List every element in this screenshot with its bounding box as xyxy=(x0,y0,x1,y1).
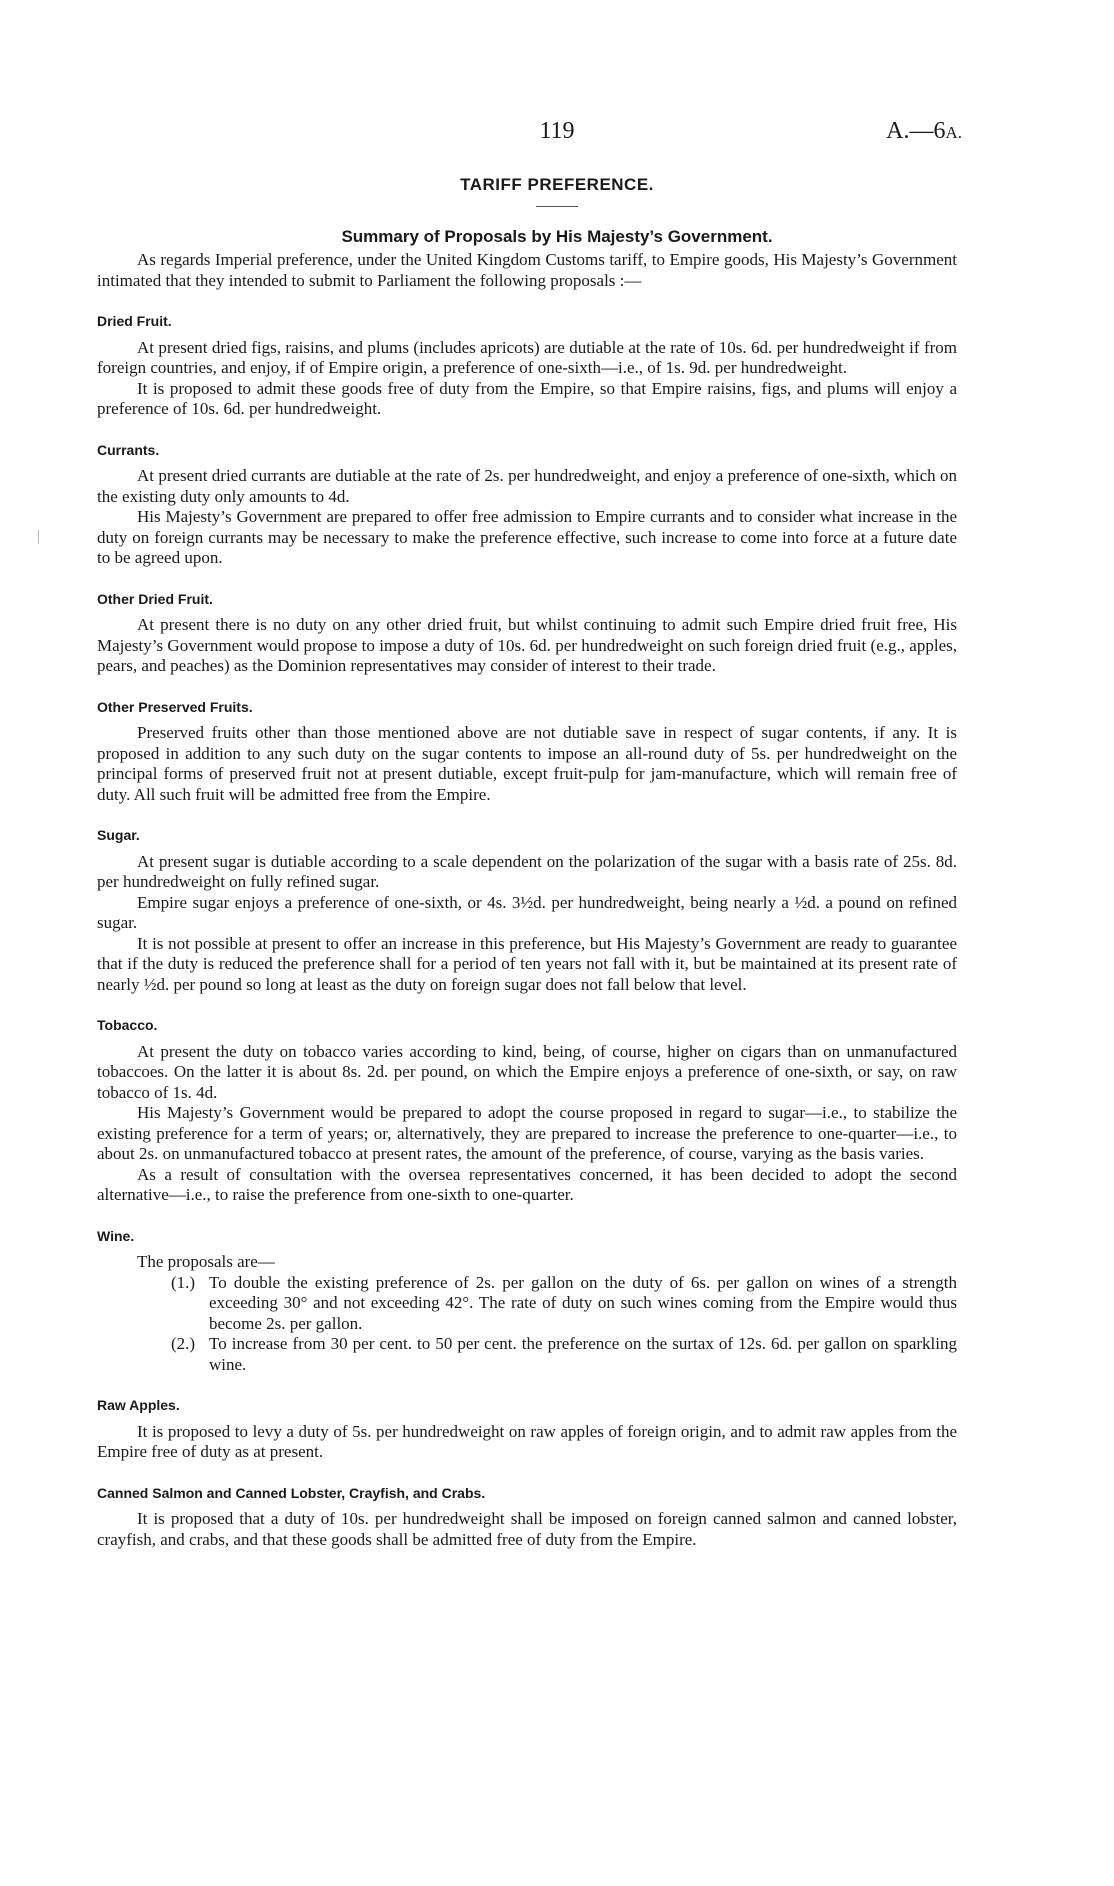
document-reference xyxy=(886,118,962,145)
paragraph: It is not possible at present to offer an increase in this preference, but His Majesty’s Government are ready to guarantee that if the duty is reduced the preference shall for a period of ten years not fall with it, but be maintained at its present rate of nearly ½d. per pound so long at least as the duty on foreign sugar does not fall below that level. xyxy=(97,933,957,994)
paragraph: It is proposed that a duty of 10s. per hundredweight shall be imposed on foreign canned salmon and canned lobster, crayfish, and crabs, and that these goods shall be admitted free of duty from the Empire. xyxy=(97,1509,957,1549)
paragraph: As a result of consultation with the oversea representatives concerned, it has been decided to adopt the second alternative—i.e., to raise the preference from one-sixth to one-quarter. xyxy=(97,1164,957,1204)
proposal-number: (2.) xyxy=(171,1334,196,1353)
proposal-number: (1.) xyxy=(171,1272,196,1292)
paragraph: At present dried figs, raisins, and plums (includes apricots) are dutiable at the rate of 10s. 6d. per hundredweight if from foreign countries, and enjoy, if of Empire origin, a preference of one-sixth—i.e., of 1s. 9d. per hundredweight. xyxy=(97,337,957,377)
page-subtitle: Summary of Proposals by His Majesty’s Government. xyxy=(341,227,773,246)
section-heading-sugar: Sugar. xyxy=(97,827,140,843)
wine-proposal-item xyxy=(171,1334,957,1375)
paragraph: At present there is no duty on any other dried fruit, but whilst continuing to admit such Empire dried fruit free, His Majesty’s Government would propose to impose a duty of 10s. 6d. per hundredweight on such foreign dried fruit (e.g., apples, pears, and peaches) as the Dominion representatives may consider of interest to their trade. xyxy=(97,615,957,675)
paragraph: It is proposed to admit these goods free of duty from the Empire, so that Empire raisins, figs, and plums will enjoy a preference of 10s. 6d. per hundredweight. xyxy=(97,378,957,418)
paragraph: At present sugar is dutiable according to a scale dependent on the polarization of the sugar with a basis rate of 25s. 8d. per hundredweight on fully refined sugar. xyxy=(97,851,957,891)
page-number: 119 xyxy=(539,118,575,144)
section-heading-dried-fruit: Dried Fruit. xyxy=(97,313,172,329)
margin-mark xyxy=(38,530,39,544)
section-heading-other-preserved-fruits: Other Preserved Fruits. xyxy=(97,698,253,715)
document-body xyxy=(97,250,957,1550)
paragraph: Empire sugar enjoys a preference of one-sixth, or 4s. 3½d. per hundredweight, being nearly a ½d. a pound on refined sugar. xyxy=(97,892,957,932)
wine-proposal-item xyxy=(171,1273,957,1335)
paragraph: At present dried currants are dutiable at the rate of 2s. per hundredweight, and enjoy a preference of one-sixth, which on the existing duty only amounts to 4d. xyxy=(97,466,957,506)
title-divider xyxy=(536,206,578,207)
section-heading-wine: Wine. xyxy=(97,1227,135,1244)
document-reference-main: A.—6 xyxy=(886,118,946,144)
wine-proposals-intro: The proposals are— xyxy=(137,1252,275,1271)
paragraph: His Majesty’s Government would be prepared to adopt the course proposed in regard to sugar—i.e., to stabilize the existing preference for a term of years; or, alternatively, they are prepared to increase the preference to one-quarter—i.e., to about 2s. on unmanufactured tobacco at present rates, the amount of the preference, of course, varying as the basis varies. xyxy=(97,1103,957,1163)
paragraph: Preserved fruits other than those mentioned above are not dutiable save in respect of sugar contents, if any. It is proposed in addition to any such duty on the sugar contents to impose an all-round duty of 5s. per hundredweight on the principal forms of preserved fruit not at present dutiable, except fruit-pulp for jam-manufacture, which will remain free of duty. All such fruit will be admitted free from the Empire. xyxy=(97,723,957,804)
section-heading-other-dried-fruit: Other Dried Fruit. xyxy=(97,590,213,607)
proposal-text: To double the existing preference of 2s. per gallon on the duty of 6s. per gallon on wines of a strength exceeding 30° and not exceeding 42°. The rate of duty on such wines coming from the Empire would thus become 2s. per gallon. xyxy=(209,1272,957,1333)
paragraph: At present the duty on tobacco varies according to kind, being, of course, higher on cigars than on unmanufactured tobaccoes. On the latter it is about 8s. 2d. per pound, on which the Empire enjoys a preference of one-sixth, or say, on raw tobacco of 1s. 4d. xyxy=(97,1041,957,1102)
page-title: TARIFF PREFERENCE. xyxy=(460,175,654,194)
section-heading-canned-salmon: Canned Salmon and Canned Lobster, Crayfish, and Crabs. xyxy=(97,1484,486,1501)
document-reference-suffix: A. xyxy=(945,123,962,142)
proposal-text: To increase from 30 per cent. to 50 per cent. the preference on the surtax of 12s. 6d. per gallon on sparkling wine. xyxy=(209,1334,957,1374)
paragraph: It is proposed to levy a duty of 5s. per hundredweight on raw apples of foreign origin, and to admit raw apples from the Empire free of duty as at present. xyxy=(97,1421,957,1461)
section-heading-currants: Currants. xyxy=(97,441,160,458)
intro-paragraph: As regards Imperial preference, under the United Kingdom Customs tariff, to Empire goods, His Majesty’s Government intimated that they intended to submit to Parliament the following proposals :— xyxy=(97,250,957,290)
section-heading-tobacco: Tobacco. xyxy=(97,1017,158,1033)
section-heading-raw-apples: Raw Apples. xyxy=(97,1397,180,1413)
paragraph: His Majesty’s Government are prepared to offer free admission to Empire currants and to consider what increase in the duty on foreign currants may be necessary to make the preference effective, such increase to come into force at a future date to be agreed upon. xyxy=(97,507,957,567)
